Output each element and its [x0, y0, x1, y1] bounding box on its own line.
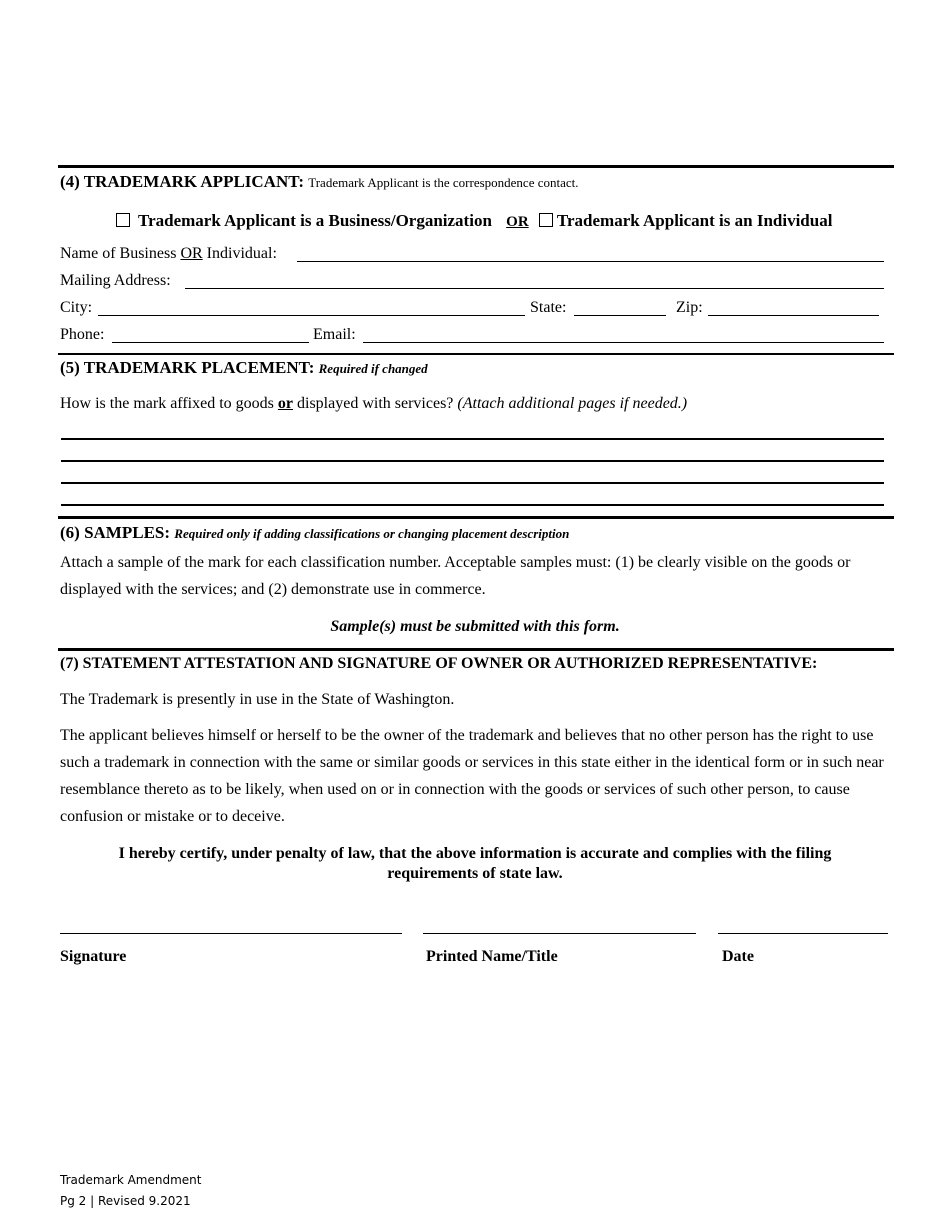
or-separator: OR — [506, 214, 529, 230]
section-6-header — [60, 523, 569, 544]
section-6-heading: (6) SAMPLES: — [60, 523, 171, 542]
email-label: Email: — [313, 326, 356, 343]
applicant-type-options — [116, 211, 832, 232]
name-label: Name of Business OR Individual: — [60, 245, 277, 262]
certification-statement: I hereby certify, under penalty of law, that the above information is accurate and complies with the filing requirements of state law. — [118, 845, 832, 882]
individual-checkbox[interactable] — [539, 213, 553, 227]
city-label: City: — [60, 299, 93, 316]
zip-field[interactable] — [708, 315, 879, 316]
ownership-statement: The applicant believes himself or herself to be the owner of the trademark and believes that no other person has the right to use such a trademark in connection with the same or similar goods or services in this state either in the identical form or in such near resemblance thereto as to be likely, when used on or in connection with the goods or services of such other person, to cause confusion or mistake or to deceive. — [60, 727, 884, 825]
footer-form-name: Trademark Amendment — [60, 1173, 202, 1187]
placement-line-2[interactable] — [61, 460, 884, 462]
city-field[interactable] — [98, 315, 525, 316]
mailing-address-field[interactable] — [185, 288, 884, 289]
section-5-top-rule — [58, 353, 894, 355]
phone-field[interactable] — [112, 342, 309, 343]
printed-name-label: Printed Name/Title — [426, 948, 558, 965]
section-4-top-rule — [58, 165, 894, 168]
business-checkbox[interactable] — [116, 213, 130, 227]
samples-emphasis: Sample(s) must be submitted with this form. — [330, 618, 620, 635]
section-7-top-rule — [58, 648, 894, 651]
printed-name-field[interactable] — [423, 933, 696, 934]
section-5-header — [60, 358, 428, 379]
placement-line-1[interactable] — [61, 438, 884, 440]
mailing-address-label: Mailing Address: — [60, 272, 171, 289]
signature-label: Signature — [60, 948, 127, 965]
section-4-header — [60, 172, 579, 193]
section-6-note: Required only if adding classifications or changing placement description — [174, 526, 570, 541]
footer-page-info: Pg 2 | Revised 9.2021 — [60, 1194, 191, 1208]
date-label: Date — [722, 948, 754, 965]
name-field[interactable] — [297, 261, 884, 262]
zip-label: Zip: — [676, 299, 703, 316]
individual-option-label: Trademark Applicant is an Individual — [556, 211, 833, 230]
phone-label: Phone: — [60, 326, 105, 343]
section-5-note: Required if changed — [318, 361, 428, 376]
samples-instructions: Attach a sample of the mark for each classification number. Acceptable samples must: (1) be clearly visible on the goods or displayed with the services; and (2) demonstrate use in commerce. — [60, 554, 851, 598]
section-4-heading: (4) TRADEMARK APPLICANT: — [60, 172, 304, 191]
date-field[interactable] — [718, 933, 888, 934]
placement-question: How is the mark affixed to goods or displayed with services? (Attach additional pages if needed.) — [60, 395, 688, 412]
section-4-note: Trademark Applicant is the correspondence contact. — [308, 175, 579, 190]
statement-in-use: The Trademark is presently in use in the State of Washington. — [60, 691, 455, 708]
section-5-heading: (5) TRADEMARK PLACEMENT: — [60, 358, 315, 377]
state-label: State: — [530, 299, 567, 316]
placement-line-4[interactable] — [61, 504, 884, 506]
section-7-heading: (7) STATEMENT ATTESTATION AND SIGNATURE OF OWNER OR AUTHORIZED REPRESENTATIVE: — [60, 655, 818, 672]
business-option-label: Trademark Applicant is a Business/Organization — [138, 211, 492, 230]
signature-field[interactable] — [60, 933, 402, 934]
placement-line-3[interactable] — [61, 482, 884, 484]
section-6-top-rule — [58, 516, 894, 519]
email-field[interactable] — [363, 342, 884, 343]
state-field[interactable] — [574, 315, 666, 316]
